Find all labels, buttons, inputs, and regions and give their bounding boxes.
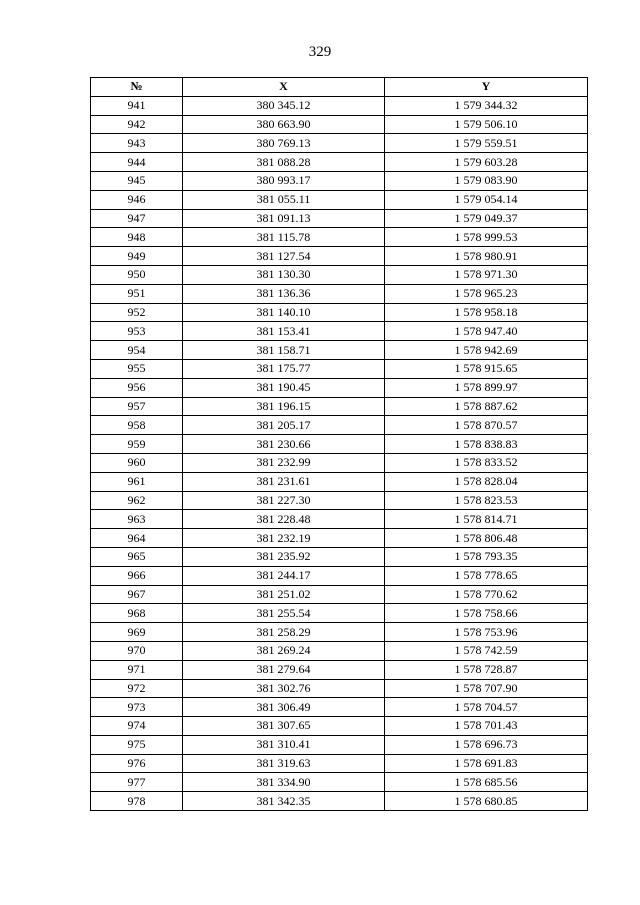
- table-row: [91, 472, 588, 491]
- cell-x: 381 235.92: [183, 547, 385, 566]
- cell-y: 1 578 958.18: [385, 303, 588, 322]
- cell-number: 963: [91, 510, 183, 529]
- cell-number: 960: [91, 453, 183, 472]
- table-row: [91, 265, 588, 284]
- table-row: [91, 378, 588, 397]
- cell-number: 958: [91, 416, 183, 435]
- cell-y: 1 579 559.51: [385, 134, 588, 153]
- table-row: [91, 585, 588, 604]
- cell-number: 943: [91, 134, 183, 153]
- table-row: [91, 623, 588, 642]
- cell-number: 972: [91, 679, 183, 698]
- table-row: [91, 641, 588, 660]
- cell-x: 381 232.19: [183, 529, 385, 548]
- table-row: [91, 134, 588, 153]
- cell-x: 381 319.63: [183, 754, 385, 773]
- cell-number: 953: [91, 322, 183, 341]
- table-header-row: [91, 78, 588, 97]
- table-row: [91, 604, 588, 623]
- cell-number: 954: [91, 341, 183, 360]
- table-row: [91, 773, 588, 792]
- header-x: X: [183, 78, 385, 97]
- cell-y: 1 578 971.30: [385, 265, 588, 284]
- cell-x: 381 196.15: [183, 397, 385, 416]
- cell-y: 1 578 707.90: [385, 679, 588, 698]
- cell-y: 1 579 083.90: [385, 171, 588, 190]
- table-row: [91, 698, 588, 717]
- table-row: [91, 209, 588, 228]
- cell-number: 955: [91, 359, 183, 378]
- cell-y: 1 578 887.62: [385, 397, 588, 416]
- cell-y: 1 578 833.52: [385, 453, 588, 472]
- cell-x: 381 334.90: [183, 773, 385, 792]
- cell-number: 968: [91, 604, 183, 623]
- table-row: [91, 359, 588, 378]
- cell-x: 381 190.45: [183, 378, 385, 397]
- cell-x: 381 342.35: [183, 792, 385, 811]
- cell-y: 1 579 054.14: [385, 190, 588, 209]
- cell-y: 1 578 838.83: [385, 435, 588, 454]
- cell-y: 1 578 806.48: [385, 529, 588, 548]
- cell-x: 381 088.28: [183, 153, 385, 172]
- cell-x: 381 228.48: [183, 510, 385, 529]
- table-row: [91, 171, 588, 190]
- cell-y: 1 578 742.59: [385, 641, 588, 660]
- cell-number: 971: [91, 660, 183, 679]
- cell-number: 941: [91, 96, 183, 115]
- cell-y: 1 578 942.69: [385, 341, 588, 360]
- cell-y: 1 578 758.66: [385, 604, 588, 623]
- cell-number: 969: [91, 623, 183, 642]
- cell-number: 945: [91, 171, 183, 190]
- cell-y: 1 578 823.53: [385, 491, 588, 510]
- table-row: [91, 247, 588, 266]
- table-row: [91, 660, 588, 679]
- cell-x: 381 232.99: [183, 453, 385, 472]
- table-row: [91, 190, 588, 209]
- cell-number: 957: [91, 397, 183, 416]
- cell-number: 964: [91, 529, 183, 548]
- cell-number: 948: [91, 228, 183, 247]
- table-row: [91, 679, 588, 698]
- table-row: [91, 491, 588, 510]
- cell-y: 1 579 344.32: [385, 96, 588, 115]
- cell-x: 381 244.17: [183, 566, 385, 585]
- cell-x: 381 091.13: [183, 209, 385, 228]
- cell-number: 962: [91, 491, 183, 510]
- table-row: [91, 792, 588, 811]
- cell-x: 381 307.65: [183, 717, 385, 736]
- cell-x: 381 136.36: [183, 284, 385, 303]
- cell-y: 1 578 704.57: [385, 698, 588, 717]
- cell-number: 947: [91, 209, 183, 228]
- cell-number: 976: [91, 754, 183, 773]
- cell-x: 381 310.41: [183, 735, 385, 754]
- cell-x: 381 255.54: [183, 604, 385, 623]
- cell-x: 381 158.71: [183, 341, 385, 360]
- cell-y: 1 578 691.83: [385, 754, 588, 773]
- table-row: [91, 228, 588, 247]
- table-row: [91, 435, 588, 454]
- table-row: [91, 153, 588, 172]
- cell-y: 1 578 870.57: [385, 416, 588, 435]
- cell-x: 380 993.17: [183, 171, 385, 190]
- cell-y: 1 579 049.37: [385, 209, 588, 228]
- cell-y: 1 578 899.97: [385, 378, 588, 397]
- cell-number: 942: [91, 115, 183, 134]
- cell-number: 950: [91, 265, 183, 284]
- cell-number: 952: [91, 303, 183, 322]
- cell-number: 970: [91, 641, 183, 660]
- cell-x: 381 153.41: [183, 322, 385, 341]
- cell-y: 1 578 770.62: [385, 585, 588, 604]
- coordinates-table: [90, 77, 588, 811]
- cell-number: 973: [91, 698, 183, 717]
- header-number: №: [91, 78, 183, 97]
- cell-number: 944: [91, 153, 183, 172]
- cell-x: 380 345.12: [183, 96, 385, 115]
- table-row: [91, 397, 588, 416]
- cell-y: 1 578 701.43: [385, 717, 588, 736]
- cell-number: 959: [91, 435, 183, 454]
- cell-y: 1 578 778.65: [385, 566, 588, 585]
- cell-number: 961: [91, 472, 183, 491]
- cell-y: 1 578 685.56: [385, 773, 588, 792]
- table-row: [91, 547, 588, 566]
- table-row: [91, 416, 588, 435]
- table-row: [91, 96, 588, 115]
- table-row: [91, 284, 588, 303]
- cell-x: 381 140.10: [183, 303, 385, 322]
- cell-x: 381 205.17: [183, 416, 385, 435]
- table-row: [91, 735, 588, 754]
- cell-x: 381 175.77: [183, 359, 385, 378]
- table-row: [91, 115, 588, 134]
- cell-x: 381 227.30: [183, 491, 385, 510]
- cell-y: 1 578 793.35: [385, 547, 588, 566]
- table-row: [91, 529, 588, 548]
- cell-y: 1 578 696.73: [385, 735, 588, 754]
- cell-y: 1 578 980.91: [385, 247, 588, 266]
- cell-y: 1 578 728.87: [385, 660, 588, 679]
- cell-y: 1 578 947.40: [385, 322, 588, 341]
- cell-x: 381 055.11: [183, 190, 385, 209]
- table-row: [91, 510, 588, 529]
- cell-y: 1 579 603.28: [385, 153, 588, 172]
- table-row: [91, 322, 588, 341]
- table-row: [91, 754, 588, 773]
- cell-y: 1 578 828.04: [385, 472, 588, 491]
- cell-number: 965: [91, 547, 183, 566]
- cell-number: 974: [91, 717, 183, 736]
- cell-number: 977: [91, 773, 183, 792]
- cell-x: 381 269.24: [183, 641, 385, 660]
- cell-number: 978: [91, 792, 183, 811]
- cell-x: 381 302.76: [183, 679, 385, 698]
- header-y: Y: [385, 78, 588, 97]
- cell-x: 381 306.49: [183, 698, 385, 717]
- cell-x: 381 230.66: [183, 435, 385, 454]
- cell-x: 380 663.90: [183, 115, 385, 134]
- cell-number: 949: [91, 247, 183, 266]
- cell-x: 381 115.78: [183, 228, 385, 247]
- cell-number: 967: [91, 585, 183, 604]
- cell-y: 1 578 680.85: [385, 792, 588, 811]
- cell-y: 1 578 999.53: [385, 228, 588, 247]
- cell-number: 966: [91, 566, 183, 585]
- table-row: [91, 341, 588, 360]
- cell-number: 956: [91, 378, 183, 397]
- cell-x: 381 130.30: [183, 265, 385, 284]
- table-row: [91, 453, 588, 472]
- page-number: 329: [308, 44, 332, 60]
- table-row: [91, 566, 588, 585]
- cell-x: 381 258.29: [183, 623, 385, 642]
- table-body: [91, 96, 588, 810]
- cell-y: 1 578 753.96: [385, 623, 588, 642]
- cell-x: 381 127.54: [183, 247, 385, 266]
- cell-number: 951: [91, 284, 183, 303]
- cell-x: 381 231.61: [183, 472, 385, 491]
- cell-y: 1 578 965.23: [385, 284, 588, 303]
- cell-x: 381 251.02: [183, 585, 385, 604]
- cell-y: 1 578 915.65: [385, 359, 588, 378]
- cell-x: 380 769.13: [183, 134, 385, 153]
- table-row: [91, 303, 588, 322]
- cell-y: 1 578 814.71: [385, 510, 588, 529]
- cell-number: 975: [91, 735, 183, 754]
- cell-y: 1 579 506.10: [385, 115, 588, 134]
- table-row: [91, 717, 588, 736]
- cell-number: 946: [91, 190, 183, 209]
- cell-x: 381 279.64: [183, 660, 385, 679]
